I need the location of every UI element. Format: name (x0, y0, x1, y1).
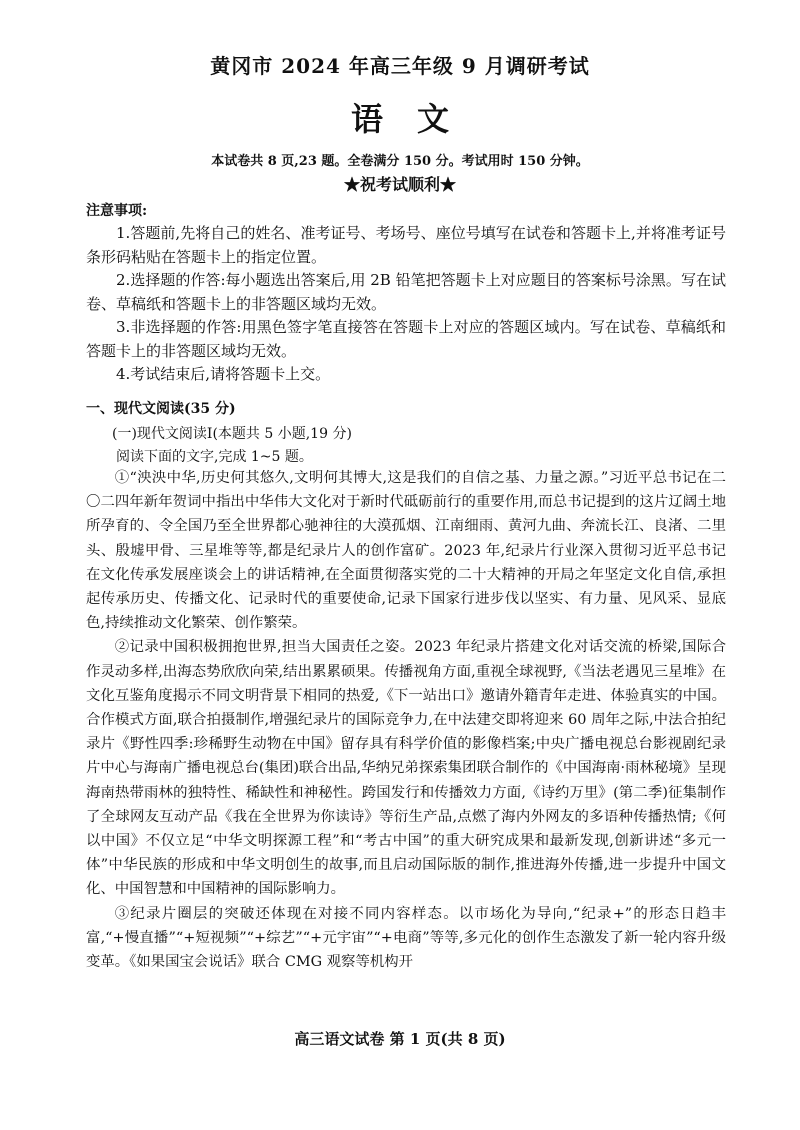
exam-title: 黄冈市 2024 年高三年级 9 月调研考试 (210, 54, 590, 78)
notice-item: 1.答题前,先将自己的姓名、准考证号、考场号、座位号填写在试卷和答题卡上,并将准考证号条形码粘贴在答题卡上的指定位置。 (86, 224, 726, 266)
exam-info: 本试卷共 8 页,23 题。全卷满分 150 分。考试用时 150 分钟。 (211, 154, 589, 169)
passage-paragraph: ②记录中国积极拥抱世界,担当大国责任之姿。2023 年纪录片搭建文化对话交流的桥梁,国际合作灵动多样,出海态势欣欣向荣,结出累累硕果。传播视角方面,重视全球视野,《当法老遇见三星堆》在文化互鉴角度揭示不同文明背景下相同的热爱,《下一站出口》邀请外籍青年走进、体验真实的中国。合作模式方面,联合拍摄制作,增强纪录片的国际竞争力,在中法建交即将迎来 60 周年之际,中法合拍纪录片《野性四季:珍稀野生动物在中国》留存具有科学价值的影像档案;中央广播电视总台影视剧纪录片中心与海南广播电视总台(集团)联合出品,华纳兄弟探索集团联合制作的《中国海南·雨林秘境》呈现海南热带雨林的独特性、稀缺性和神秘性。跨国发行和传播效力方面,《诗约万里》(第二季)征集制作了全球网友互动产品《我在全世界为你读诗》等衍生产品,点燃了海内外网友的多语种传播热情;《何以中国》不仅立足“中华文明探源工程”和“考古中国”的重大研究成果和最新发现,创新讲述“多元一体”中华民族的形成和中华文明创生的故事,而且启动国际版的制作,推进海外传播,进一步提升中国文化、中国智慧和中国精神的国际影响力。 (86, 639, 726, 898)
section-heading: 一、现代文阅读(35 分) (86, 401, 236, 417)
reading-instruction: 阅读下面的文字,完成 1~5 题。 (116, 449, 313, 465)
subject-title: 语文 (350, 100, 483, 138)
reading-passage (86, 466, 726, 974)
notice-item: 4.考试结束后,请将答题卡上交。 (116, 365, 331, 383)
notice-item: 2.选择题的作答:每小题选出答案后,用 2B 铅笔把答题卡上对应题目的答案标号涂黑。写在试卷、草稿纸和答题卡上的非答题区域均无效。 (86, 271, 726, 313)
notice-item: 3.非选择题的作答:用黑色签字笔直接答在答题卡上对应的答题区域内。写在试卷、草稿纸和答题卡上的非答题区域均无效。 (86, 318, 726, 360)
section-subheading: (一)现代文阅读Ⅰ(本题共 5 小题,19 分) (112, 426, 352, 442)
notice-heading: 注意事项: (86, 203, 148, 219)
notice-list (86, 222, 726, 387)
passage-paragraph: ③纪录片圈层的突破还体现在对接不同内容样态。以市场化为导向,“纪录+”的形态日趋丰富,“+慢直播”“+短视频”“+综艺”“+元宇宙”“+电商”等等,多元化的创作生态激发了新一轮内容升级变革。《如果国宝会说话》联合 CMG 观察等机构开 (86, 905, 726, 971)
passage-paragraph: ①“泱泱中华,历史何其悠久,文明何其博大,这是我们的自信之基、力量之源。”习近平总书记在二〇二四年新年贺词中指出中华伟大文化对于新时代砥砺前行的重要作用,而总书记提到的这片辽阔土地所孕育的、令全国乃至全世界都心驰神往的大漠孤烟、江南细雨、黄河九曲、奔流长江、良渚、二里头、殷墟甲骨、三星堆等等,都是纪录片人的创作富矿。2023 年,纪录片行业深入贯彻习近平总书记在文化传承发展座谈会上的讲话精神,在全面贯彻落实党的二十大精神的开局之年坚定文化自信,承担起传承历史、传播文化、记录时代的重要使命,记录下国家行进步伐以坚实、有力量、见风采、显底色,持续推动文化繁荣、创作繁荣。 (86, 470, 726, 632)
good-luck-banner: ★祝考试顺利★ (343, 175, 456, 194)
page-footer: 高三语文试卷 第 1 页(共 8 页) (294, 1030, 506, 1048)
